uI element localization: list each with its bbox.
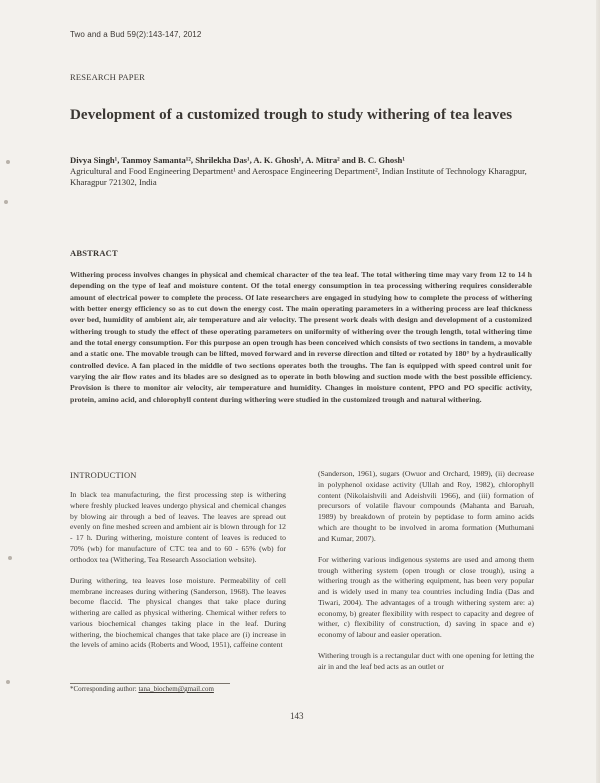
scan-speck [6,160,10,164]
scan-speck [8,556,12,560]
author-names: Divya Singh¹, Tanmoy Samanta¹², Shrilekha Das¹, A. K. Ghosh¹, A. Mitra² and B. C. Ghosh¹ [70,155,405,165]
abstract-text: Withering process involves changes in physical and chemical character of the tea leaf. The total withering time may vary from 12 to 14 h depending on the type of leaf and moisture content. Of the total energy consumption in tea processing withering requires considerable amount of electrical power to complete the process. Of late researchers are engaged in studying how to complete the process of withering with better energy efficiency so as to cut down the energy cost. The main operating parameters in a withering process are leaf thickness over bed, humidity of ambient air, air temperature and air velocity. The present work deals with design and development of a customized withering trough to study the effect of these operating parameters on uniformity of withering over the trough length, total withering time and the total energy consumption. For this purpose an open trough has been conceived which consists of two sections in tandem, a movable and a static one. The movable trough can be lifted, moved forward and in reverse direction and tilted or rotated by 180° by a hydraulically controlled device. A fan placed in the middle of two sections operates both the troughs. The fan is equipped with speed control unit for varying the air flow rates and its blades are so designed as to operate in both blowing and suction mode with the best possible efficiency. Provision is there to monitor air velocity, air temperature and humidity. Changes in moisture content, PPO and PO specific activity, protein, amino acid, and chlorophyll content during withering were studied in the customized trough and natural withering. [70,270,532,404]
footnote [70,685,214,693]
section-type-label: RESEARCH PAPER [70,72,145,82]
scan-speck [4,200,8,204]
author-block [70,155,540,188]
author-email-link[interactable]: tana_biochem@gmail.com [138,685,214,693]
footnote-rule [70,683,230,684]
paragraph: During withering, tea leaves lose moisture. Permeability of cell membrane increases during withering (Sanderson, 1968). The leaves become flaccid. The physical changes that take place during withering are called as physical withering. Chemical wither refers to various biochemical changes taking place in the leaf. During withering, the biochemical changes that take place are (i) increase in the levels of amino acids (Roberts and Wood, 1951), caffeine content [70,575,286,650]
scan-edge [596,0,600,783]
journal-reference: Two and a Bud 59(2):143-147, 2012 [70,30,202,39]
right-column [318,469,534,683]
left-column [70,490,286,662]
paragraph: Withering trough is a rectangular duct with one opening for letting the air in and the leaf bed acts as an outlet or [318,651,534,671]
footnote-label: *Corresponding author: [70,685,137,693]
paper-title: Development of a customized trough to study withering of tea leaves [70,107,513,123]
author-affiliation: Agricultural and Food Engineering Department¹ and Aerospace Engineering Department², Indian Institute of Technology Kharagpur, Kharagpur 721302, India [70,166,527,187]
introduction-heading: INTRODUCTION [70,470,137,480]
paragraph: In black tea manufacturing, the first processing step is withering where freshly plucked leaves undergo physical and chemical changes by blowing air through a bed of leaves. The leaves are spread out evenly on fine meshed screen and ambient air is blown through for 12 - 17 h. During withering, moisture content of leaves is reduced to 70% (wb) for manufacture of CTC tea and to 60 - 65% (wb) for orthodox tea (Withering, Tea Research Association website). [70,490,286,564]
scan-speck [6,680,10,684]
page-number: 143 [290,711,304,721]
abstract-heading: ABSTRACT [70,248,118,258]
paragraph: (Sanderson, 1961), sugars (Owuor and Orchard, 1989), (ii) decrease in polyphenol oxidase activity (Ullah and Roy, 1982), chlorophyll content (Nikolaishvili and Adeishvili 1966), and (iii) formation of precursors of volatile flavour compounds (Mahanta and Baruah, 1989) by breakdown of protein by peptidase to form amino acids which are thought to be involved in aroma formation (Muthumani and Kumar, 2007). [318,469,534,543]
paragraph: For withering various indigenous systems are used and among them trough withering system (open trough or close trough), using a withering trough as the withering equipment, has been very popular and is widely used in many tea countries including India (Das and Tiwari, 2004). The advantages of a trough withering system are: a) economy, b) greater flexibility with respect to capacity and degree of wither, c) flexibility of construction, d) saving in space and e) economy of labour and easier operation. [318,554,534,639]
